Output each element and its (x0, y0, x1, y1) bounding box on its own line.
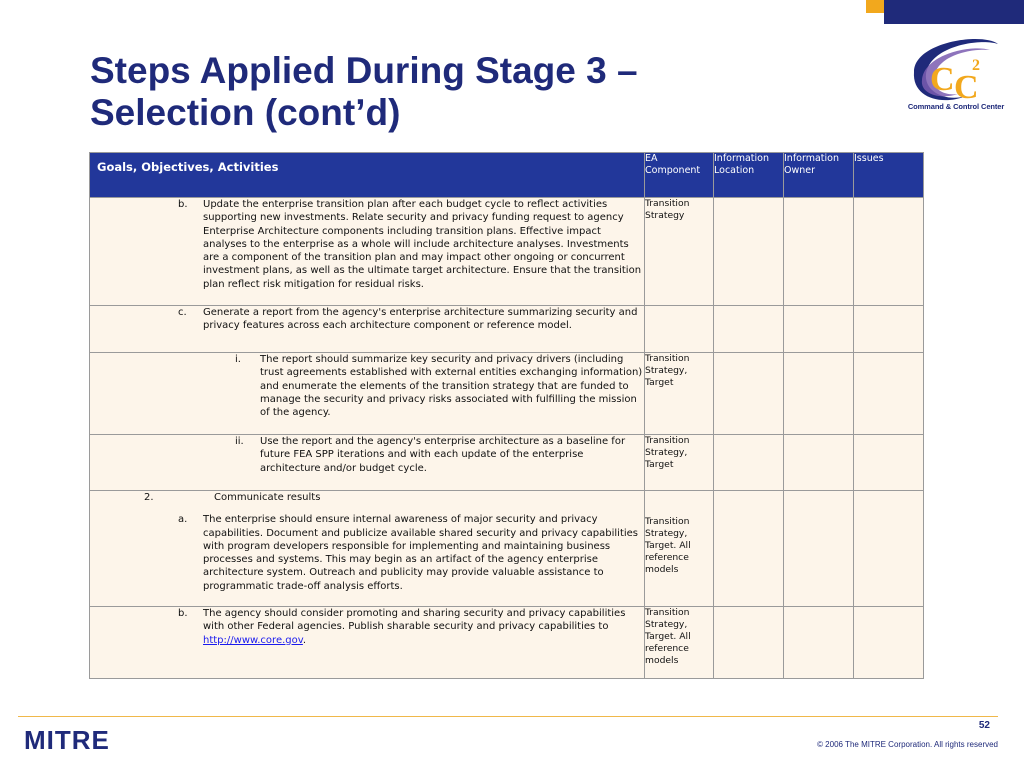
title-line-1: Steps Applied During Stage 3 – (90, 50, 638, 91)
info-owner-cell (784, 435, 854, 491)
item-number: i. (235, 354, 241, 365)
ea-component-cell: Transition Strategy, Target (645, 435, 714, 491)
item-number: a. (178, 514, 188, 526)
issues-cell (854, 353, 924, 435)
info-owner-cell (784, 306, 854, 353)
item-number: b. (178, 608, 188, 619)
footer-divider (18, 716, 998, 717)
item-number: b. (178, 199, 188, 210)
header-issues: Issues (854, 153, 924, 198)
ea-component-cell: Transition Strategy (645, 198, 714, 306)
info-owner-cell (784, 198, 854, 306)
slide-title (90, 50, 770, 134)
page-number: 52 (978, 720, 990, 731)
info-location-cell (714, 607, 784, 679)
ea-component-cell (645, 306, 714, 353)
ea-component-cell: Transition Strategy, Target. All reference models (645, 491, 714, 607)
item-number: c. (178, 307, 187, 318)
info-location-cell (714, 198, 784, 306)
info-location-cell (714, 491, 784, 607)
ea-component-cell: Transition Strategy, Target. All reference models (645, 607, 714, 679)
logo-superscript: 2 (972, 57, 980, 74)
header-goals: Goals, Objectives, Activities (90, 153, 645, 198)
info-location-cell (714, 435, 784, 491)
activity-cell (90, 607, 645, 679)
item-number: ii. (235, 436, 244, 447)
core-gov-link[interactable]: http://www.core.gov (203, 634, 303, 646)
item-text: Use the report and the agency's enterprise architecture as a baseline for future FEA SPP iterations and with each update of the enterprise architecture and/or budget cycle. (260, 436, 626, 474)
info-location-cell (714, 306, 784, 353)
table-row (90, 198, 924, 306)
header-info-location: Information Location (714, 153, 784, 198)
table-header-row (90, 153, 924, 198)
info-owner-cell (784, 607, 854, 679)
goals-table (89, 152, 924, 679)
activity-cell (90, 306, 645, 353)
section-number: 2. (144, 492, 154, 503)
activity-cell (90, 198, 645, 306)
issues-cell (854, 491, 924, 607)
activity-cell (90, 435, 645, 491)
item-text: Generate a report from the agency's enterprise architecture summarizing security and privacy features across each architecture component or reference model. (203, 307, 638, 332)
activity-cell (90, 491, 645, 607)
header-info-owner: Information Owner (784, 153, 854, 198)
item-text: The enterprise should ensure internal awareness of major security and privacy capabilities. Document and publicize available shared security and privacy capabilities with program developers responsible for implementing and maintaining business processes and systems. This may begin as an artifact of the agency enterprise architecture system. Outreach and publicity may provide valuable assistance to programmatic trade-off analysis efforts. (203, 514, 639, 592)
top-accent-navy (884, 0, 1024, 24)
ea-component-cell: Transition Strategy, Target (645, 353, 714, 435)
table-row (90, 353, 924, 435)
item-text: Update the enterprise transition plan after each budget cycle to reflect activities supporting new investments. Relate security and privacy funding request to agency Enterprise Architecture components including transition plans. Effective impact analyses to the enterprise as a whole will include architecture analyses. Investments are a component of the transition plan and may impact other ongoing or concurrent investment plans, as well as the ultimate target architecture. Ensure that the transition plan reflect risk mitigation for residual risks. (203, 199, 642, 290)
info-owner-cell (784, 353, 854, 435)
item-text: The agency should consider promoting and sharing security and privacy capabilities with other Federal agencies. Publish sharable security and privacy capabilities to (203, 608, 626, 633)
logo-mark-right: C (954, 69, 979, 106)
item-text-end: . (302, 634, 307, 646)
logo-mark-left: C (930, 61, 955, 98)
info-location-cell (714, 353, 784, 435)
copyright-text: © 2006 The MITRE Corporation. All rights reserved (817, 740, 998, 749)
issues-cell (854, 435, 924, 491)
issues-cell (854, 607, 924, 679)
info-owner-cell (784, 491, 854, 607)
table-row (90, 607, 924, 679)
header-ea-component: EA Component (645, 153, 714, 198)
issues-cell (854, 306, 924, 353)
logo-caption: Command & Control Center (907, 102, 1005, 111)
issues-cell (854, 198, 924, 306)
section-heading: Communicate results (214, 492, 321, 503)
activity-cell (90, 353, 645, 435)
table-row (90, 306, 924, 353)
item-text: The report should summarize key security and privacy drivers (including trust agreements established with external entities exchanging information) and enumerate the elements of the transition strategy that are funded to manage the security and privacy risks associated with fulfilling the mission of the agency. (260, 354, 643, 419)
table-row (90, 491, 924, 607)
title-line-2: Selection (cont’d) (90, 92, 401, 133)
top-accent-gold (866, 0, 884, 13)
table-row (90, 435, 924, 491)
mitre-logo: MITRE (24, 725, 110, 755)
